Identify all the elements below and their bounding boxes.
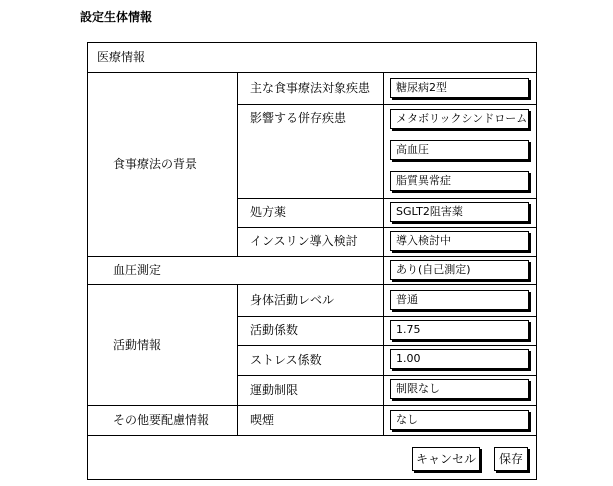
row-divider bbox=[237, 345, 537, 346]
save-button[interactable]: 保存 bbox=[494, 447, 528, 471]
column-divider bbox=[237, 72, 238, 256]
field-comorbidity-1[interactable]: メタボリックシンドローム bbox=[390, 109, 529, 129]
group-label-activity: 活動情報 bbox=[113, 338, 162, 352]
row-divider bbox=[87, 284, 537, 285]
field-medication[interactable]: SGLT2阻害薬 bbox=[390, 202, 529, 222]
field-comorbidity-3[interactable]: 脂質異常症 bbox=[390, 171, 529, 191]
group-label-other: その他要配慮情報 bbox=[113, 413, 210, 427]
label-main-disease: 主な食事療法対象疾患 bbox=[250, 81, 371, 95]
field-smoking[interactable]: なし bbox=[390, 410, 529, 430]
group-label-diet-background: 食事療法の背景 bbox=[113, 157, 198, 171]
group-label-blood-pressure: 血圧測定 bbox=[113, 263, 162, 277]
field-main-disease[interactable]: 糖尿病2型 bbox=[390, 78, 529, 98]
label-stress-factor: ストレス係数 bbox=[250, 353, 322, 367]
row-divider bbox=[87, 256, 537, 257]
row-divider bbox=[87, 72, 537, 73]
label-activity-factor: 活動係数 bbox=[250, 323, 299, 337]
field-activity-level[interactable]: 普通 bbox=[390, 290, 529, 310]
field-activity-factor[interactable]: 1.75 bbox=[390, 320, 529, 340]
row-divider bbox=[87, 405, 537, 406]
label-comorbidities: 影響する併存疾患 bbox=[250, 111, 347, 125]
row-divider bbox=[237, 316, 537, 317]
column-divider bbox=[383, 72, 384, 435]
label-medication: 処方薬 bbox=[250, 205, 287, 219]
row-divider bbox=[237, 198, 537, 199]
page-title: 設定生体情報 bbox=[80, 10, 153, 24]
row-divider bbox=[87, 435, 537, 436]
row-divider bbox=[237, 375, 537, 376]
label-insulin: インスリン導入検討 bbox=[250, 234, 358, 248]
column-divider bbox=[237, 284, 238, 435]
cancel-button[interactable]: キャンセル bbox=[412, 447, 480, 471]
field-exercise-limit[interactable]: 制限なし bbox=[390, 379, 529, 399]
row-divider bbox=[237, 227, 537, 228]
field-stress-factor[interactable]: 1.00 bbox=[390, 349, 529, 369]
label-exercise-limit: 運動制限 bbox=[250, 383, 299, 397]
row-divider bbox=[237, 104, 537, 105]
label-smoking: 喫煙 bbox=[250, 413, 275, 427]
field-comorbidity-2[interactable]: 高血圧 bbox=[390, 140, 529, 160]
label-activity-level: 身体活動レベル bbox=[250, 293, 335, 307]
field-blood-pressure[interactable]: あり(自己測定) bbox=[390, 260, 529, 280]
field-insulin[interactable]: 導入検討中 bbox=[390, 231, 529, 251]
section-header: 医療情報 bbox=[97, 50, 146, 64]
